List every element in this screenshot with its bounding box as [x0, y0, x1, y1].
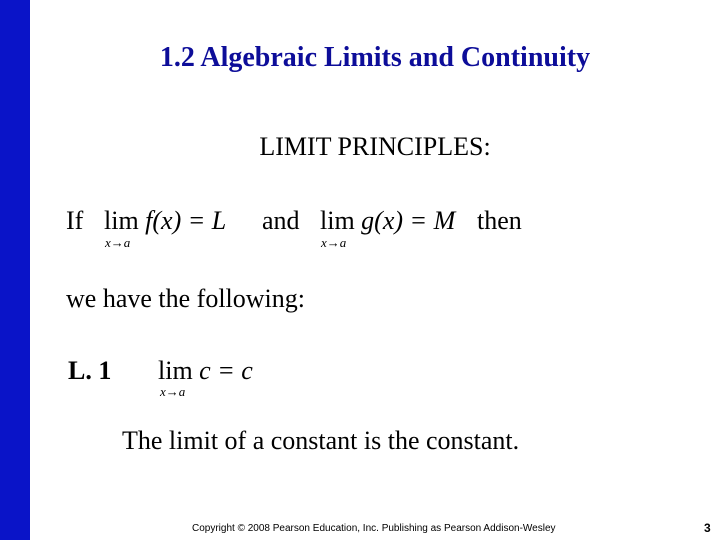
lim-operator: lim — [320, 206, 355, 235]
limit-subscript: x→a — [321, 235, 347, 250]
and-word: and — [262, 206, 300, 235]
limit-expression-g — [320, 206, 455, 236]
sidebar-bar — [0, 0, 30, 540]
limit-body: c = c — [199, 356, 253, 385]
section-heading: LIMIT PRINCIPLES: — [259, 132, 491, 161]
limit-body: f(x) = L — [145, 206, 227, 235]
then-word: then — [477, 206, 522, 235]
limit-subscript: x→a — [105, 235, 131, 250]
limit-expression-c — [158, 356, 253, 386]
rule-description: The limit of a constant is the constant. — [122, 426, 520, 455]
limit-body: g(x) = M — [361, 206, 456, 235]
copyright-footer: Copyright © 2008 Pearson Education, Inc. Publishing as Pearson Addison-Wesley — [192, 523, 556, 534]
page-number: 3 — [704, 521, 711, 535]
if-word: If — [66, 206, 84, 235]
lim-operator: lim — [158, 356, 193, 385]
limit-subscript: x→a — [160, 384, 186, 399]
following-text: we have the following: — [66, 284, 305, 313]
rule-label: L. 1 — [68, 356, 112, 385]
limit-expression-f — [104, 206, 226, 236]
slide-title: 1.2 Algebraic Limits and Continuity — [159, 42, 591, 73]
lim-operator: lim — [104, 206, 139, 235]
